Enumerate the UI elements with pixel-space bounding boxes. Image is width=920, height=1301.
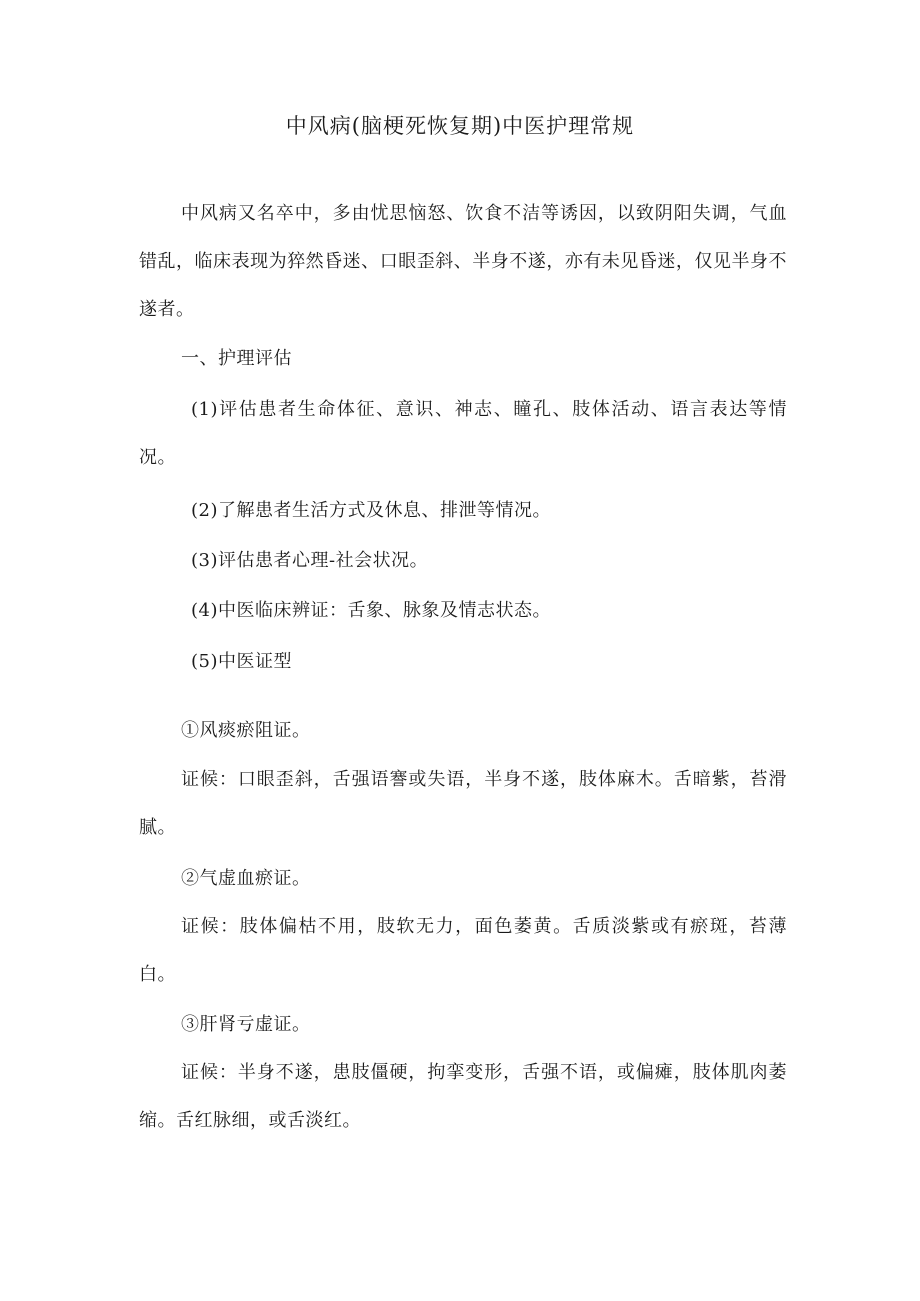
assessment-item-5: (5)中医证型: [191, 651, 292, 672]
syndrome-symptoms-2: 证候：肢体偏枯不用，肢软无力，面色萎黄。舌质淡紫或有瘀斑，苔薄白。: [139, 916, 787, 985]
syndrome-name-2: ②气虚血瘀证。: [181, 868, 311, 889]
syndrome-name-3: ③肝肾亏虚证。: [181, 1014, 311, 1035]
assessment-item-2: (2)了解患者生活方式及休息、排泄等情况。: [191, 500, 551, 521]
assessment-item-1: (1)评估患者生命体征、意识、神志、瞳孔、肢体活动、语言表达等情况。: [139, 399, 787, 468]
section-heading-assessment: 一、护理评估: [181, 348, 292, 369]
intro-paragraph: 中风病又名卒中，多由忧思恼怒、饮食不洁等诱因，以致阴阳失调，气血错乱，临床表现为猝然昏迷、口眼歪斜、半身不遂，亦有未见昏迷，仅见半身不遂者。: [139, 203, 787, 320]
syndrome-symptoms-1: 证候：口眼歪斜，舌强语謇或失语，半身不遂，肢体麻木。舌暗紫，苔滑腻。: [139, 769, 787, 838]
syndrome-name-1: ①风痰瘀阻证。: [181, 720, 311, 741]
document-title: 中风病(脑梗死恢复期)中医护理常规: [285, 114, 635, 138]
assessment-item-3: (3)评估患者心理-社会状况。: [191, 550, 429, 571]
assessment-item-4: (4)中医临床辨证：舌象、脉象及情志状态。: [191, 600, 551, 621]
syndrome-symptoms-3: 证候：半身不遂，患肢僵硬，拘挛变形，舌强不语，或偏瘫，肢体肌肉萎缩。舌红脉细，或舌淡红。: [139, 1062, 787, 1131]
